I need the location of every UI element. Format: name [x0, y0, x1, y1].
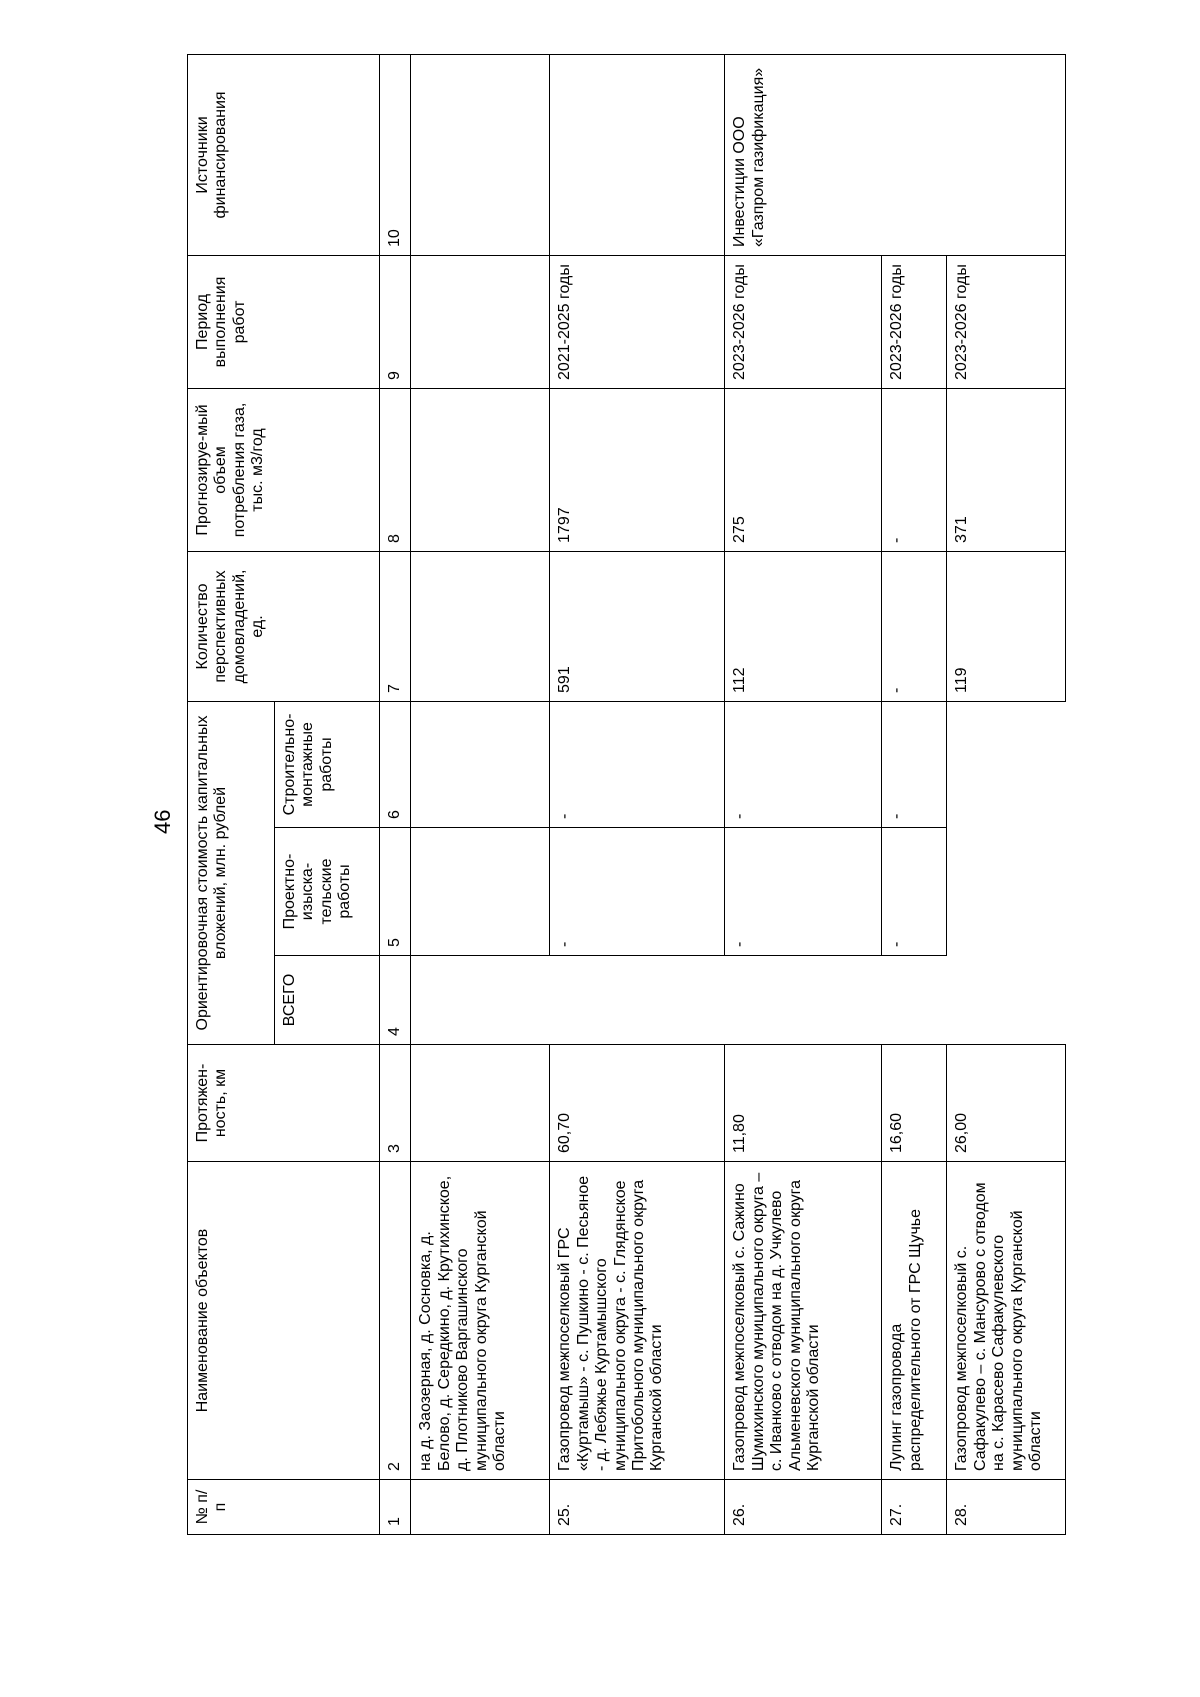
- row-number: [411, 1480, 550, 1535]
- funding-source: [411, 54, 550, 255]
- column-number: 7: [380, 551, 411, 701]
- funding-source: Инвестиции ООО «Газпром газификация»: [725, 54, 1066, 255]
- table-row: [882, 54, 947, 1534]
- object-name: Газопровод межпоселковый с. Сафакулево – с. Мансурово с отводом на с. Карасево Сафакулевского муниципального округа Курганской области: [947, 1162, 1066, 1480]
- gas-volume: 371: [947, 388, 1066, 551]
- work-period: 2023-2026 годы: [947, 255, 1066, 388]
- gas-volume: 275: [725, 388, 882, 551]
- column-number: 2: [380, 1162, 411, 1480]
- households-count: [411, 551, 550, 701]
- table-row: [947, 54, 1066, 1534]
- design-cost: [411, 828, 550, 956]
- object-name: на д. Заозерная, д. Сосновка, д. Белово, д. Середкино, д. Крутихинское, д. Плотниково Варгашинского муниципального округа Курганской области: [411, 1162, 550, 1480]
- row-number: 27.: [882, 1480, 947, 1535]
- object-length: 16,60: [882, 1045, 947, 1162]
- object-name: Газопровод межпоселковый ГРС «Куртамыш» - с. Пушкино - с. Песьяное - д. Лебяжье Куртамышского муниципального округа - с. Глядянское Притобольного муниципального округа Курганской области: [550, 1162, 725, 1480]
- column-number: 3: [380, 1045, 411, 1162]
- header-number: № п/п: [188, 1480, 380, 1535]
- object-name: Газопровод межпоселковый с. Сажино Шумихинского муниципального округа – с. Иванково с отводом на д. Учкулево Альменевского муниципального округа Курганской области: [725, 1162, 882, 1480]
- document-table-area: [187, 55, 1137, 1535]
- design-cost: [947, 828, 1066, 956]
- work-period: [411, 255, 550, 388]
- gasification-objects-table: [187, 54, 1066, 1535]
- column-number: 4: [380, 956, 411, 1045]
- work-period: 2021-2025 годы: [550, 255, 725, 388]
- construction-cost: -: [725, 701, 882, 827]
- construction-cost: -: [550, 701, 725, 827]
- object-length: 11,80: [725, 1045, 882, 1162]
- households-count: 591: [550, 551, 725, 701]
- construction-cost: [947, 701, 1066, 827]
- total-cost: [550, 956, 1066, 1045]
- row-number: 28.: [947, 1480, 1066, 1535]
- header-gas-consumption: Прогнозируе-мый объем потребления газа, тыс. м3/год: [188, 388, 380, 551]
- object-length: [411, 1045, 550, 1162]
- table-row: [411, 54, 550, 1534]
- gas-volume: -: [882, 388, 947, 551]
- construction-cost: -: [882, 701, 947, 827]
- households-count: 112: [725, 551, 882, 701]
- gas-volume: [411, 388, 550, 551]
- header-design-survey: Проектно-изыска-тельские работы: [275, 828, 380, 956]
- design-cost: -: [882, 828, 947, 956]
- header-row: [188, 54, 275, 1534]
- header-funding-source: Источники финансирования: [188, 54, 380, 255]
- header-total: ВСЕГО: [275, 956, 380, 1045]
- households-count: -: [882, 551, 947, 701]
- table-row: [550, 54, 725, 1534]
- column-number: 10: [380, 54, 411, 255]
- construction-cost: [411, 701, 550, 827]
- header-length: Протяжен-ность, км: [188, 1045, 380, 1162]
- total-cost: [411, 956, 550, 1045]
- header-investment-cost: Ориентировочная стоимость капитальных вложений, млн. рублей: [188, 701, 275, 1044]
- work-period: 2023-2026 годы: [725, 255, 882, 388]
- column-number-row: [380, 54, 411, 1534]
- header-work-period: Период выполнения работ: [188, 255, 380, 388]
- column-number: 5: [380, 828, 411, 956]
- column-number: 9: [380, 255, 411, 388]
- row-number: 26.: [725, 1480, 882, 1535]
- column-number: 6: [380, 701, 411, 827]
- object-name: Лупинг газопровода распределительного от ГРС Щучье: [882, 1162, 947, 1480]
- gas-volume: 1797: [550, 388, 725, 551]
- column-number: 1: [380, 1480, 411, 1535]
- row-number: 25.: [550, 1480, 725, 1535]
- header-households: Количество перспективных домовладений, ед.: [188, 551, 380, 701]
- page-number: 46: [150, 809, 175, 834]
- object-length: 26,00: [947, 1045, 1066, 1162]
- design-cost: -: [725, 828, 882, 956]
- object-length: 60,70: [550, 1045, 725, 1162]
- funding-source: [550, 54, 725, 255]
- households-count: 119: [947, 551, 1066, 701]
- header-construction: Строительно-монтажные работы: [275, 701, 380, 827]
- column-number: 8: [380, 388, 411, 551]
- design-cost: -: [550, 828, 725, 956]
- header-object-name: Наименование объектов: [188, 1162, 380, 1480]
- table-row: [725, 54, 882, 1534]
- work-period: 2023-2026 годы: [882, 255, 947, 388]
